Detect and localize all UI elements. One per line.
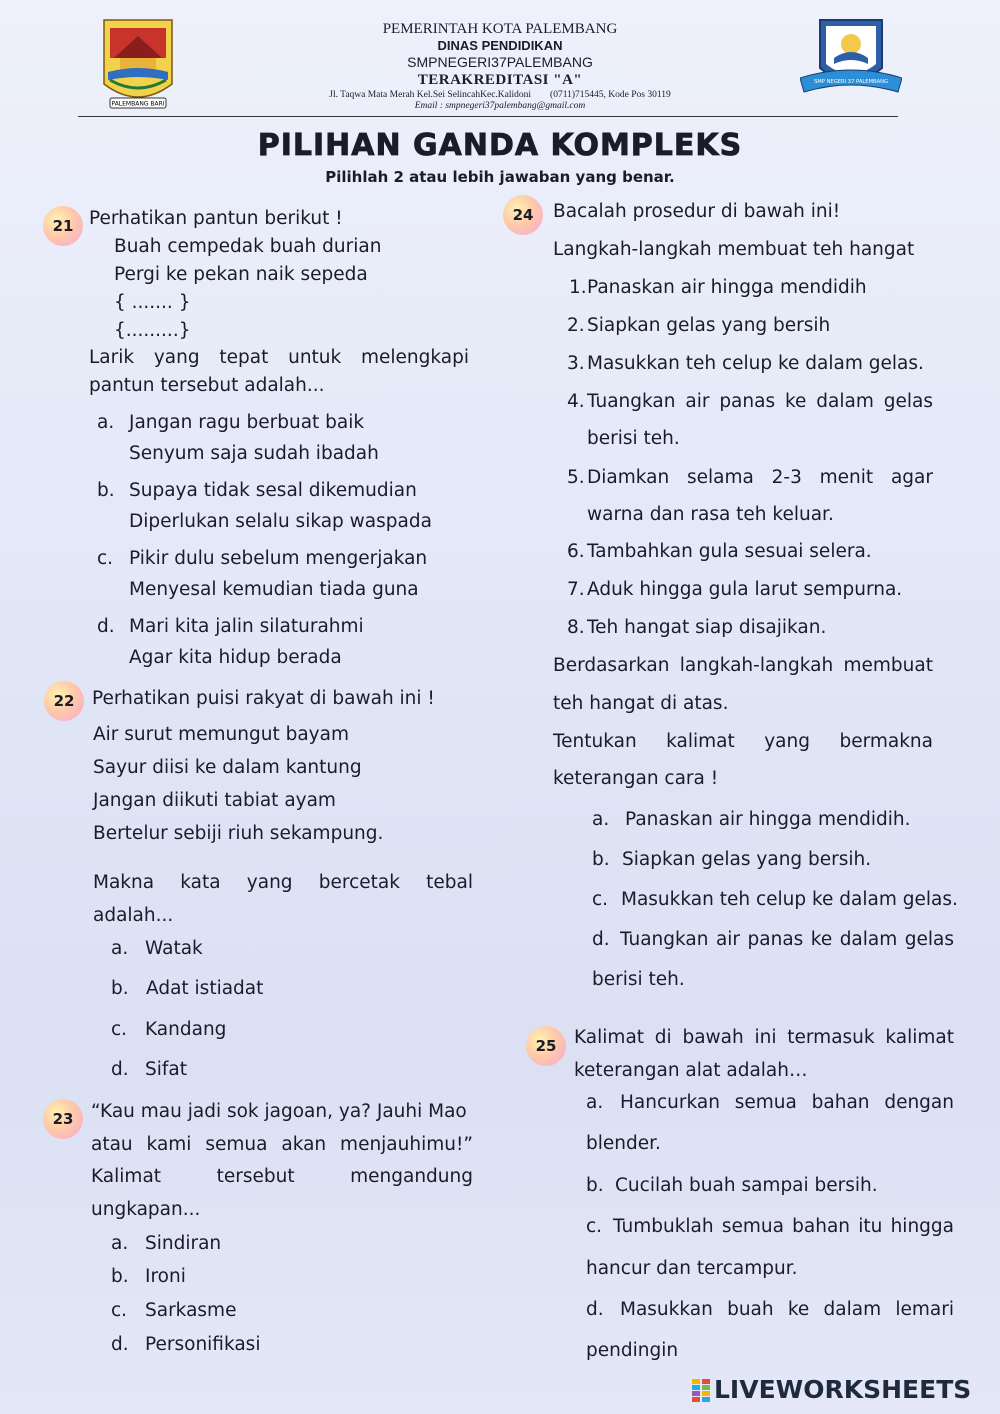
step-text: Panaskan air hingga mendidih <box>587 277 867 298</box>
option-d-line2[interactable]: Agar kita hidup berada <box>129 647 342 668</box>
option-letter: b. <box>111 978 129 999</box>
option-b[interactable]: Siapkan gelas yang bersih. <box>622 849 872 870</box>
question-text: Tentukan kalimat yang bermakna <box>553 731 933 752</box>
question-text: pantun tersebut adalah... <box>89 375 325 396</box>
poem-line: Sayur diisi ke dalam kantung <box>93 757 362 778</box>
question-prompt: Perhatikan puisi rakyat di bawah ini ! <box>92 688 435 709</box>
question-text: adalah... <box>93 905 174 926</box>
pantun-blank: {.........} <box>114 320 191 341</box>
option-c[interactable]: Sarkasme <box>145 1300 237 1321</box>
header-divider <box>78 116 898 117</box>
liveworksheets-icon <box>692 1379 710 1403</box>
option-d[interactable]: Sifat <box>145 1059 187 1080</box>
step-number: 1. <box>569 277 587 298</box>
option-letter: c. <box>592 889 609 910</box>
option-letter: b. <box>586 1175 604 1196</box>
step-text: Masukkan teh celup ke dalam gelas. <box>587 353 924 374</box>
question-number-badge: 23 <box>43 1099 83 1139</box>
option-letter: c. <box>111 1300 128 1321</box>
option-d[interactable]: Masukkan buah ke dalam lemari <box>620 1299 954 1320</box>
poem-line: Air surut memungut bayam <box>93 724 349 745</box>
question-text: teh hangat di atas. <box>553 693 729 714</box>
procedure-heading: Langkah-langkah membuat teh hangat <box>553 239 915 260</box>
option-b[interactable]: Adat istiadat <box>146 978 264 999</box>
option-letter: b. <box>97 480 115 501</box>
option-c[interactable]: Pikir dulu sebelum mengerjakan <box>129 548 428 569</box>
option-letter: d. <box>111 1059 129 1080</box>
svg-text:PALEMBANG BARI: PALEMBANG BARI <box>111 100 165 108</box>
option-d[interactable]: Tuangkan air panas ke dalam gelas <box>620 929 954 950</box>
step-number: 3. <box>567 353 585 374</box>
option-letter: d. <box>97 616 115 637</box>
header-department: DINAS PENDIDIKAN <box>437 38 563 53</box>
question-text: Kalimat di bawah ini termasuk kalimat <box>574 1027 954 1048</box>
page-title: PILIHAN GANDA KOMPLEKS <box>257 128 743 163</box>
option-a[interactable]: Jangan ragu berbuat baik <box>129 412 365 433</box>
option-letter: a. <box>592 809 610 830</box>
step-number: 4. <box>567 391 585 412</box>
option-letter: a. <box>586 1092 604 1113</box>
option-letter: b. <box>111 1266 129 1287</box>
pantun-line: Buah cempedak buah durian <box>114 236 382 257</box>
option-c-line2[interactable]: Menyesal kemudian tiada guna <box>129 579 419 600</box>
option-letter: c. <box>111 1019 128 1040</box>
liveworksheets-logo[interactable] <box>690 1374 990 1408</box>
step-text: Tuangkan air panas ke dalam gelas <box>587 391 933 412</box>
step-text: Teh hangat siap disajikan. <box>587 617 827 638</box>
question-text: Larik yang tepat untuk melengkapi <box>89 347 469 368</box>
step-number: 2. <box>567 315 585 336</box>
option-letter: b. <box>592 849 610 870</box>
option-a[interactable]: Watak <box>145 938 203 959</box>
header-address: Jl. Taqwa Mata Merah Kel.Sei SelincahKec.Kalidoni (0711)715445, Kode Pos 30119 <box>329 90 671 100</box>
header-accreditation: TERAKREDITASI "A" <box>417 72 583 88</box>
question-number-badge: 25 <box>526 1026 566 1066</box>
poem-line: Jangan diikuti tabiat ayam <box>93 790 336 811</box>
question-number-badge: 21 <box>43 206 83 246</box>
page-subtitle: Pilihlah 2 atau lebih jawaban yang benar. <box>325 168 675 186</box>
step-text: Tambahkan gula sesuai selera. <box>587 541 872 562</box>
option-a-line2[interactable]: blender. <box>586 1133 661 1154</box>
option-letter: c. <box>97 548 114 569</box>
option-a[interactable]: Sindiran <box>145 1233 222 1254</box>
question-text: keterangan alat adalah… <box>574 1060 808 1081</box>
liveworksheets-wordmark: LIVEWORKSHEETS <box>714 1375 972 1404</box>
step-text: Siapkan gelas yang bersih <box>587 315 831 336</box>
question-text: “Kau mau jadi sok jagoan, ya? Jauhi Mao <box>91 1101 467 1122</box>
pantun-line: Pergi ke pekan naik sepeda <box>114 264 368 285</box>
option-letter: d. <box>586 1299 604 1320</box>
question-prompt: Bacalah prosedur di bawah ini! <box>553 201 841 222</box>
header-government: PEMERINTAH KOTA PALEMBANG <box>382 21 618 37</box>
question-text: atau kami semua akan menjauhimu!” <box>91 1134 473 1155</box>
step-text-line2: warna dan rasa teh keluar. <box>587 504 834 525</box>
option-c[interactable]: Tumbuklah semua bahan itu hingga <box>613 1216 954 1237</box>
header-email: Email : smpnegeri37palembang@gmail.com <box>414 101 586 111</box>
city-logo <box>100 14 176 112</box>
question-text: Kalimat tersebut mengandung <box>91 1166 473 1187</box>
option-b[interactable]: Supaya tidak sesal dikemudian <box>129 480 417 501</box>
option-c[interactable]: Masukkan teh celup ke dalam gelas. <box>621 889 958 910</box>
question-text: keterangan cara ! <box>553 768 719 789</box>
option-letter: a. <box>111 938 129 959</box>
question-text: ungkapan... <box>91 1199 201 1220</box>
option-letter: a. <box>111 1233 129 1254</box>
option-d[interactable]: Personifikasi <box>145 1334 261 1355</box>
option-a[interactable]: Hancurkan semua bahan dengan <box>620 1092 954 1113</box>
school-logo <box>800 18 902 98</box>
question-number-badge: 24 <box>503 195 543 235</box>
header-school: SMPNEGERI37PALEMBANG <box>407 54 593 70</box>
question-prompt: Perhatikan pantun berikut ! <box>89 208 343 229</box>
option-d[interactable]: Mari kita jalin silaturahmi <box>129 616 364 637</box>
option-letter: d. <box>592 929 610 950</box>
option-c-line2[interactable]: hancur dan tercampur. <box>586 1258 798 1279</box>
question-text: Berdasarkan langkah-langkah membuat <box>553 655 933 676</box>
option-c[interactable]: Kandang <box>145 1019 227 1040</box>
option-a[interactable]: Panaskan air hingga mendidih. <box>625 809 911 830</box>
step-text: Aduk hingga gula larut sempurna. <box>587 579 903 600</box>
step-text-line2: berisi teh. <box>587 428 680 449</box>
option-letter: d. <box>111 1334 129 1355</box>
option-letter: c. <box>586 1216 603 1237</box>
poem-line: Bertelur sebiji riuh sekampung. <box>93 823 384 844</box>
question-number-badge: 22 <box>44 681 84 721</box>
option-d-line2[interactable]: berisi teh. <box>592 969 685 990</box>
option-a-line2[interactable]: Senyum saja sudah ibadah <box>129 443 379 464</box>
option-b[interactable]: Cucilah buah sampai bersih. <box>615 1175 878 1196</box>
step-number: 7. <box>567 579 585 600</box>
step-number: 5. <box>567 467 585 488</box>
option-d-line2[interactable]: pendingin <box>586 1340 679 1361</box>
option-letter: a. <box>97 412 115 433</box>
step-number: 8. <box>567 617 585 638</box>
svg-text:SMP NEGERI 37 PALEMBANG: SMP NEGERI 37 PALEMBANG <box>813 79 889 85</box>
pantun-blank: { ....... } <box>114 292 191 313</box>
option-b-line2[interactable]: Diperlukan selalu sikap waspada <box>129 511 432 532</box>
step-number: 6. <box>567 541 585 562</box>
question-text: Makna kata yang bercetak tebal <box>93 872 473 893</box>
option-b[interactable]: Ironi <box>145 1266 186 1287</box>
step-text: Diamkan selama 2-3 menit agar <box>587 467 933 488</box>
